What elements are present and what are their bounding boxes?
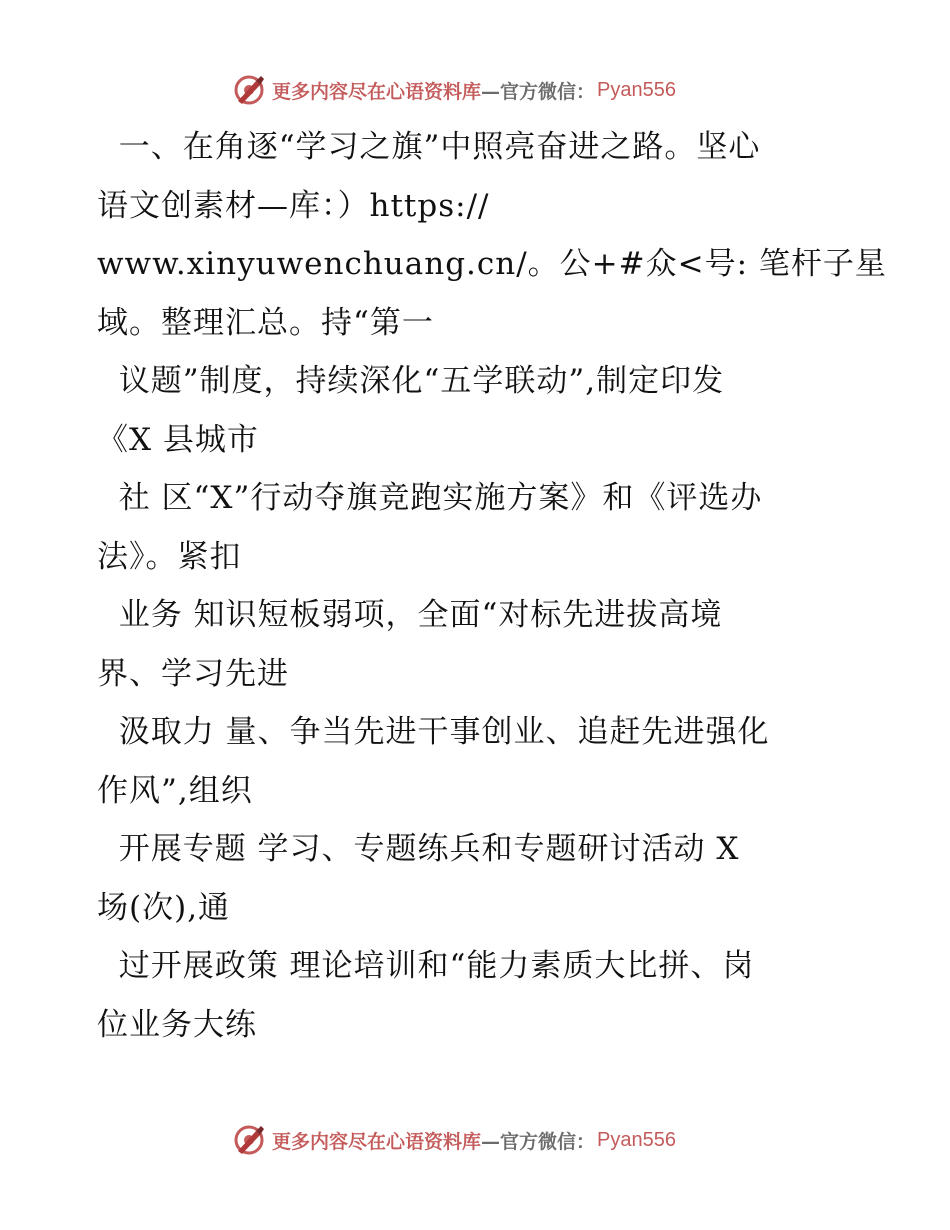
banner-wechat-id: Pyan556 [597, 78, 676, 101]
body-line: 过开展政策 理论培训和“能力素质大比拼、岗 [97, 948, 755, 984]
banner-wechat-label: —官方微信： [481, 1130, 596, 1153]
body-line: www.xinyuwenchuang.cn/。公+#众<号: 笔杆子星 [97, 246, 887, 282]
pen-circle-logo-icon [232, 1123, 266, 1157]
document-body [97, 118, 887, 1054]
body-line: 汲取力 量、争当先进干事创业、追赶先进强化 [97, 714, 770, 750]
pen-circle-logo-icon [232, 73, 266, 107]
banner-site-name: 更多内容尽在心语资料库 [272, 80, 482, 103]
body-line: 界、学习先进 [97, 655, 289, 692]
banner-site-name: 更多内容尽在心语资料库 [272, 1130, 482, 1153]
header-banner [232, 72, 676, 108]
body-line: 一、在角逐“学习之旗”中照亮奋进之路。坚心 [97, 129, 761, 165]
body-line: 议题”制度，持续深化“五学联动”,制定印发 [97, 363, 725, 399]
body-line: 场(次),通 [97, 889, 231, 926]
body-line: 语文创素材—库：）https:// [97, 187, 490, 224]
banner-wechat-id: Pyan556 [597, 1128, 676, 1151]
banner-wechat-label: —官方微信： [481, 80, 596, 103]
body-line: 作风”,组织 [97, 772, 253, 809]
body-line: 开展专题 学习、专题练兵和专题研讨活动 X [97, 831, 740, 867]
body-line: 域。整理汇总。持“第一 [97, 304, 434, 341]
body-line: 业务 知识短板弱项，全面“对标先进拔高境 [97, 597, 723, 633]
body-line: 社 区“X”行动夺旗竞跑实施方案》和《评选办 [97, 480, 763, 516]
body-line: 法》。紧扣 [97, 538, 242, 575]
body-line: 位业务大练 [97, 1006, 257, 1043]
body-line: 《X 县城市 [97, 421, 259, 458]
footer-banner [232, 1122, 676, 1158]
